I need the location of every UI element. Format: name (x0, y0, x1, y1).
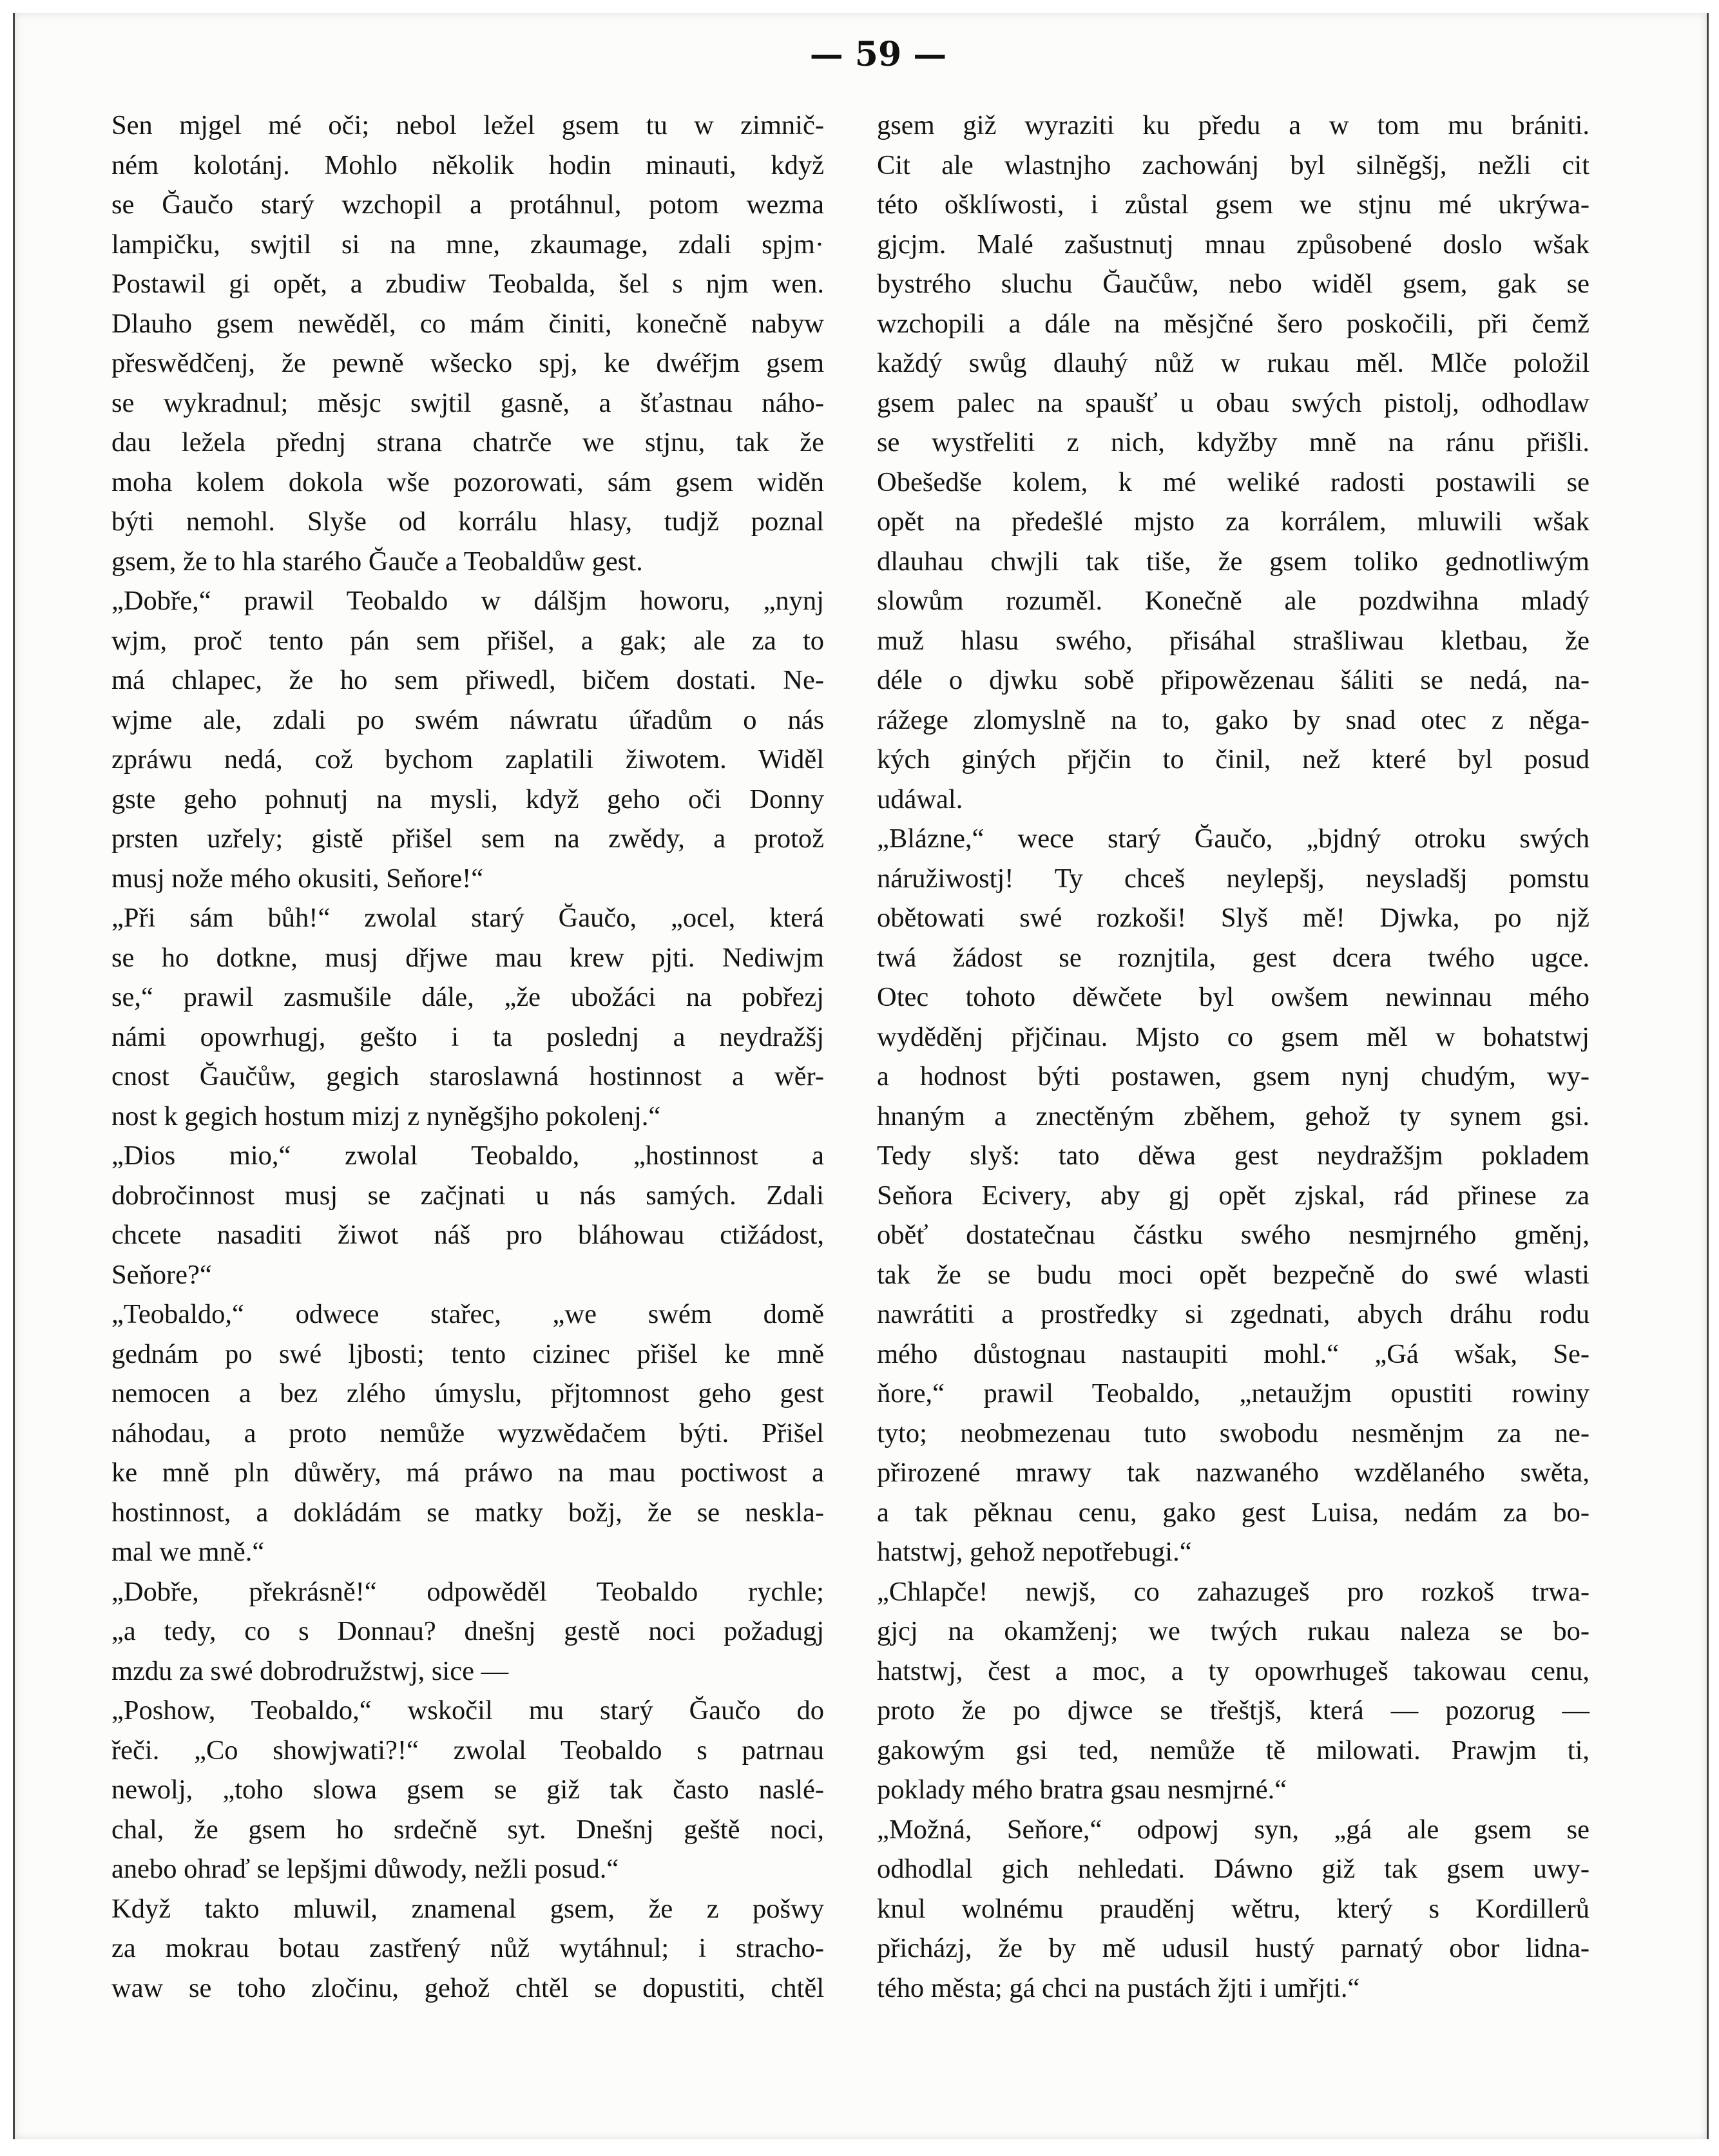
text-line: přirozené mrawy tak nazwaného wzdělaného swěta, (877, 1458, 1589, 1488)
book-page (13, 13, 1709, 2139)
text-line: newolj, „toho slowa gsem se giž tak často naslé- (111, 1775, 824, 1805)
text-line: gsem giž wyraziti ku předu a w tom mu brániti. (877, 110, 1589, 140)
text-line: chcete nasaditi žiwot náš pro bláhowau ctižádost, (111, 1220, 824, 1250)
text-line: „Blázne,“ wece starý Ğaučo, „bjdný otroku swých (877, 823, 1589, 854)
text-line: obětowati swé rozkoši! Slyš mě! Djwka, po njž (877, 903, 1589, 933)
text-line: námi opowrhugj, gešto i ta poslednj a neydražšj (111, 1021, 824, 1052)
text-line: wzchopili a dále na měsjčné šero poskočili, při čemž (877, 308, 1589, 339)
text-line: „Dobře,“ prawil Teobaldo w dálšjm howoru, „nynj (111, 586, 824, 616)
text-line: Cit ale wlastnjho zachowánj byl silněgšj, nežli cit (877, 149, 1589, 180)
text-line: se wystřeliti z nich, kdyžby mně na ránu přišli. (877, 427, 1589, 457)
text-line: cnost Ğaučůw, gegich staroslawná hostinnost a wěr- (111, 1061, 824, 1092)
text-line: chal, že gsem ho srdečně syt. Dnešnj geště noci, (111, 1814, 824, 1845)
text-line: Dlauho gsem newěděl, co mám činiti, konečně nabyw (111, 308, 824, 339)
text-line: slowům rozuměl. Konečně ale pozdwihna mladý (877, 586, 1589, 616)
text-line: se wykradnul; měsjc swjtil gasně, a šťastnau náho- (111, 387, 824, 418)
text-line: gjcj na okamženj; we twých rukau naleza se bo- (877, 1616, 1589, 1646)
text-line: gakowým gsi ted, nemůže tě milowati. Prawjm ti, (877, 1735, 1589, 1766)
text-line: hatstwj, gehož nepotřebugi.“ (877, 1537, 1192, 1567)
text-line: Seňora Ecivery, aby gj opět zjskal, rád přinese za (877, 1180, 1589, 1211)
text-line: gsem, že to hla starého Ğauče a Teobaldůw gest. (111, 546, 643, 577)
text-line: se ho dotkne, musj dřjwe mau krew pjti. Nediwjm (111, 942, 824, 973)
text-line: „Dios mio,“ zwolal Teobaldo, „hostinnost a (111, 1141, 824, 1171)
text-line: „Možná, Seňore,“ odpowj syn, „gá ale gsem se (877, 1814, 1589, 1845)
text-line: zpráwu nedá, což bychom zaplatili žiwotem. Widěl (111, 744, 824, 775)
text-line: „Teobaldo,“ odwece stařec, „we swém domě (111, 1299, 824, 1329)
text-line: mého důstognau nastaupiti mohl.“ „Gá wšak, Se- (877, 1338, 1589, 1369)
text-line: opět na předešlé mjsto za korrálem, mluwili wšak (877, 506, 1589, 537)
text-line: za mokrau botau zastřený nůž wytáhnul; i stracho- (111, 1933, 824, 1963)
text-line: udáwal. (877, 784, 963, 814)
text-line: řeči. „Co showjwati?!“ zwolal Teobaldo s patrnau (111, 1735, 824, 1766)
text-line: mal we mně.“ (111, 1537, 265, 1567)
text-line: wyděděnj přjčinau. Mjsto co gsem měl w bohatstwj (877, 1021, 1589, 1052)
text-line: ke mně pln důwěry, má práwo na mau poctiwost a (111, 1458, 824, 1488)
text-line: tyto; neobmezenau tuto swobodu nesměnjm za ne- (877, 1418, 1589, 1449)
right-column (877, 106, 1589, 2008)
text-line: kých giných přjčin to činil, než které byl posud (877, 744, 1589, 775)
text-line: gjcjm. Malé zašustnutj mnau způsobené doslo wšak (877, 229, 1589, 260)
text-line: Obešedše kolem, k mé weliké radosti postawili se (877, 467, 1589, 497)
text-line: bystrého sluchu Ğaučůw, nebo widěl gsem, gak se (877, 269, 1589, 299)
text-line: a tak pěknau cenu, gako gest Luisa, nedám za bo- (877, 1497, 1589, 1528)
text-line: se,“ prawil zasmušile dále, „že ubožáci na pobřezj (111, 982, 824, 1012)
text-line: přeswědčenj, že pewně wšecko spj, ke dwéřjm gsem (111, 348, 824, 378)
text-line: rážege zlomyslně na to, gako by snad otec z něga- (877, 704, 1589, 735)
text-line: waw se toho zločinu, gehož chtěl se dopustiti, chtěl (111, 1972, 824, 2003)
text-line: „Dobře, překrásně!“ odpowěděl Teobaldo rychle; (111, 1576, 824, 1607)
text-line: ném kolotánj. Mohlo několik hodin minauti, když (111, 149, 824, 180)
text-line: Když takto mluwil, znamenal gsem, že z pošwy (111, 1893, 824, 1924)
left-column (111, 106, 824, 2008)
text-line: twá žádost se roznjtila, gest dcera twého ugce. (877, 942, 1589, 973)
text-line: býti nemohl. Slyše od korrálu hlasy, tudjž poznal (111, 506, 824, 537)
text-line: mzdu za swé dobrodružstwj, sice — (111, 1655, 509, 1686)
text-line: déle o djwku sobě připowězenau šáliti se nedá, na- (877, 665, 1589, 695)
text-line: gednám po swé ljbosti; tento cizinec přišel ke mně (111, 1338, 824, 1369)
text-line: „Při sám bůh!“ zwolal starý Ğaučo, „ocel, která (111, 903, 824, 933)
text-line: dau ležela přednj strana chatrče we stjnu, tak že (111, 427, 824, 457)
page-number-header: — 59 — (809, 35, 947, 74)
text-line: „Chlapče! newjš, co zahazugeš pro rozkoš trwa- (877, 1576, 1589, 1607)
text-line: knul wolnému prauděnj wětru, který s Kordillerů (877, 1893, 1589, 1924)
text-line: gsem palec na spaušť u obau swých pistolj, odhodlaw (877, 387, 1589, 418)
text-line: musj nože mého okusiti, Seňore!“ (111, 863, 484, 894)
text-line: „Poshow, Teobaldo,“ wskočil mu starý Ğaučo do (111, 1695, 824, 1726)
text-line: dobročinnost musj se začjnati u nás samých. Zdali (111, 1180, 824, 1211)
text-line: se Ğaučo starý wzchopil a protáhnul, potom wezma (111, 189, 824, 220)
text-line: dlauhau chwjli tak tiše, že gsem toliko gednotliwým (877, 546, 1589, 577)
text-line: wjme ale, zdali po swém náwratu úřadům o nás (111, 704, 824, 735)
text-line: nemocen a bez zlého úmyslu, přjtomnost geho gest (111, 1378, 824, 1409)
text-line: tého města; gá chci na pustách žjti i umřjti.“ (877, 1972, 1360, 2003)
text-line: nawrátiti a prostředky si zgednati, abych dráhu rodu (877, 1299, 1589, 1329)
text-line: Seňore?“ (111, 1259, 212, 1290)
text-line: anebo ohraď se lepšjmi důwody, nežli posud.“ (111, 1854, 619, 1884)
text-line: náhodau, a proto nemůže wyzwědačem býti. Přišel (111, 1418, 824, 1449)
text-line: ňore,“ prawil Teobaldo, „netaužjm opustiti rowiny (877, 1378, 1589, 1409)
text-line: nost k gegich hostum mizj z nyněgšjho pokolenj.“ (111, 1101, 661, 1131)
text-line: odhodlal gich nehledati. Dáwno giž tak gsem uwy- (877, 1854, 1589, 1884)
text-line: hatstwj, čest a moc, a ty opowrhugeš takowau cenu, (877, 1655, 1589, 1686)
text-line: Postawil gi opět, a zbudiw Teobalda, šel s njm wen. (111, 269, 824, 299)
text-line: a hodnost býti postawen, gsem nynj chudým, wy- (877, 1061, 1589, 1092)
text-line: Otec tohoto děwčete byl owšem newinnau mého (877, 982, 1589, 1012)
text-line: této ošklíwosti, i zůstal gsem we stjnu mé ukrýwa- (877, 189, 1589, 220)
text-line: muž hlasu swého, přisáhal strašliwau kletbau, že (877, 625, 1589, 656)
text-line: hostinnost, a dokládám se matky božj, že se neskla- (111, 1497, 824, 1528)
text-line: přicházj, že by mě udusil hustý parnatý obor lidna- (877, 1933, 1589, 1963)
text-line: lampičku, swjtil si na mne, zkaumage, zdali spjm· (111, 229, 824, 260)
text-line: má chlapec, že ho sem přiwedl, bičem dostati. Ne- (111, 665, 824, 695)
text-line: hnaným a znectěným zběhem, gehož ty synem gsi. (877, 1101, 1589, 1131)
text-line: Tedy slyš: tato děwa gest neydražšjm pokladem (877, 1141, 1589, 1171)
text-line: gste geho pohnutj na mysli, když geho oči Donny (111, 784, 824, 814)
text-line: wjm, proč tento pán sem přišel, a gak; ale za to (111, 625, 824, 656)
text-line: moha kolem dokola wše pozorowati, sám gsem widěn (111, 467, 824, 497)
text-line: každý swůg dlauhý nůž w rukau měl. Mlče položil (877, 348, 1589, 378)
text-line: proto že po djwce se třeštjš, která — pozorug — (877, 1695, 1589, 1726)
text-line: náružiwostj! Ty chceš neylepšj, neysladšj pomstu (877, 863, 1589, 894)
text-line: Sen mjgel mé oči; nebol ležel gsem tu w zimnič- (111, 110, 824, 140)
text-line: oběť dostatečnau částku swého nesmjrného gměnj, (877, 1220, 1589, 1250)
text-line: „a tedy, co s Donnau? dnešnj gestě noci požadugj (111, 1616, 824, 1646)
text-line: poklady mého bratra gsau nesmjrné.“ (877, 1775, 1287, 1805)
text-line: prsten uzřely; gistě přišel sem na zwědy, a protož (111, 823, 824, 854)
text-line: tak že se budu moci opět bezpečně do swé wlasti (877, 1259, 1589, 1290)
